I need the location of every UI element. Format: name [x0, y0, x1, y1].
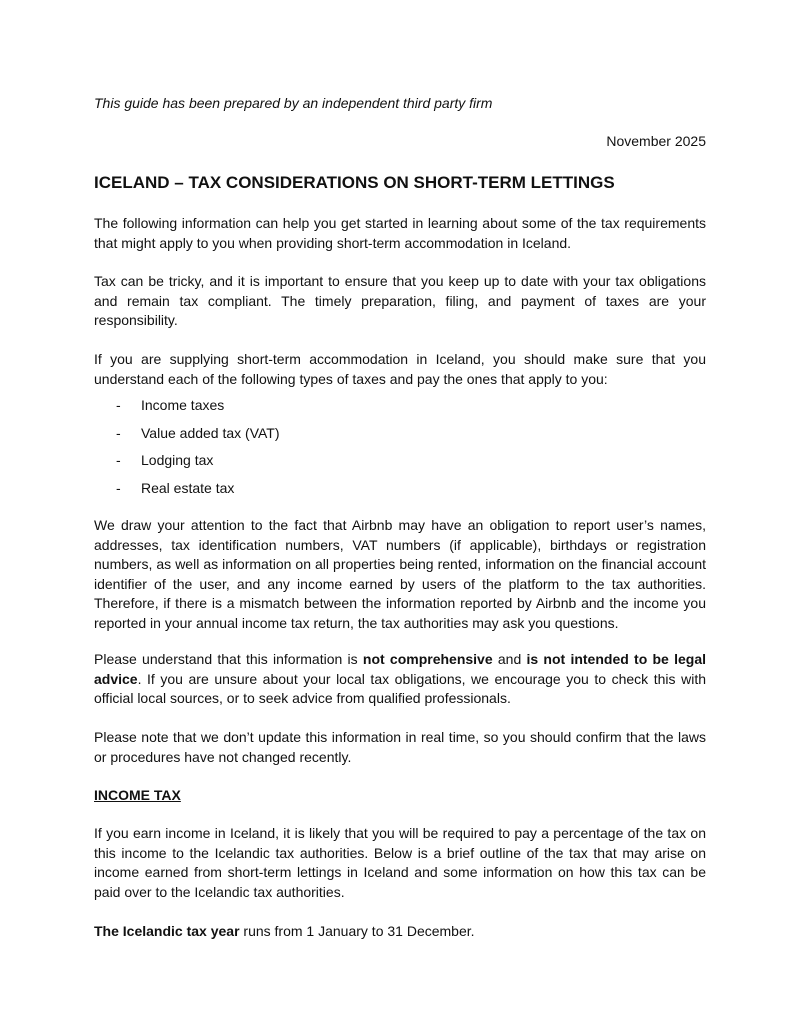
paragraph-intro: The following information can help you get started in learning about some of the tax requirements that might apply to you when providing short-term accommodation in Iceland. [94, 215, 706, 251]
list-marker: - [116, 424, 121, 441]
list-item-label: Income taxes [141, 397, 225, 413]
paragraph-income-tax: If you earn income in Iceland, it is likely that you will be required to pay a percentage of the tax on this income to the Icelandic tax authorities. Below is a brief outline of the tax that may arise on income earned from short-term lettings in Iceland and some information on how this tax can be paid over to the Icelandic tax authorities. [94, 825, 706, 900]
not-legal-advice-emphasis: is not intended to be legal advice [94, 651, 706, 687]
document-date: November 2025 [606, 133, 706, 149]
list-item-label: Real estate tax [141, 479, 235, 496]
paragraph-update-note: Please note that we don’t update this information in real time, so you should confirm that the laws or procedures have not changed recently. [94, 729, 706, 765]
tax-types-list [116, 396, 280, 506]
list-item [116, 451, 280, 479]
intro-note: This guide has been prepared by an independent third party firm [94, 95, 493, 111]
list-item [116, 424, 280, 452]
paragraph-tax-year: The Icelandic tax year runs from 1 January to 31 December. [94, 923, 475, 939]
list-item-label: Value added tax (VAT) [141, 424, 280, 441]
tax-year-emphasis: The Icelandic tax year [94, 923, 240, 939]
list-item [116, 479, 280, 507]
list-marker: - [116, 452, 121, 468]
list-item-label: Lodging tax [141, 452, 214, 468]
list-marker: - [116, 397, 121, 413]
paragraph-supplying: If you are supplying short-term accommodation in Iceland, you should make sure that you understand each of the following types of taxes and pay the ones that apply to you: [94, 351, 706, 387]
page-title: ICELAND – TAX CONSIDERATIONS ON SHORT-TERM LETTINGS [94, 173, 615, 192]
paragraph-airbnb-reporting: We draw your attention to the fact that Airbnb may have an obligation to report user’s names, addresses, tax identification numbers, VAT numbers (if applicable), birthdays or registration numbers, as well as information on all properties being rented, information on the financial account identifier of the user, and any income earned by users of the platform to the tax authorities. Therefore, if there is a mismatch between the information reported by Airbnb and the income you reported in your annual income tax return, the tax authorities may ask you questions. [94, 517, 706, 631]
list-item [116, 396, 280, 424]
list-marker: - [116, 479, 121, 496]
section-heading-income-tax: INCOME TAX [94, 787, 181, 803]
paragraph-disclaimer: Please understand that this information is not comprehensive and is not intended to be legal advice. If you are unsure about your local tax obligations, we encourage you to check this with official local sources, or to seek advice from qualified professionals. [94, 651, 706, 706]
paragraph-tax-tricky: Tax can be tricky, and it is important to ensure that you keep up to date with your tax obligations and remain tax compliant. The timely preparation, filing, and payment of taxes are your responsibility. [94, 273, 706, 328]
not-comprehensive-emphasis: not comprehensive [362, 651, 493, 667]
